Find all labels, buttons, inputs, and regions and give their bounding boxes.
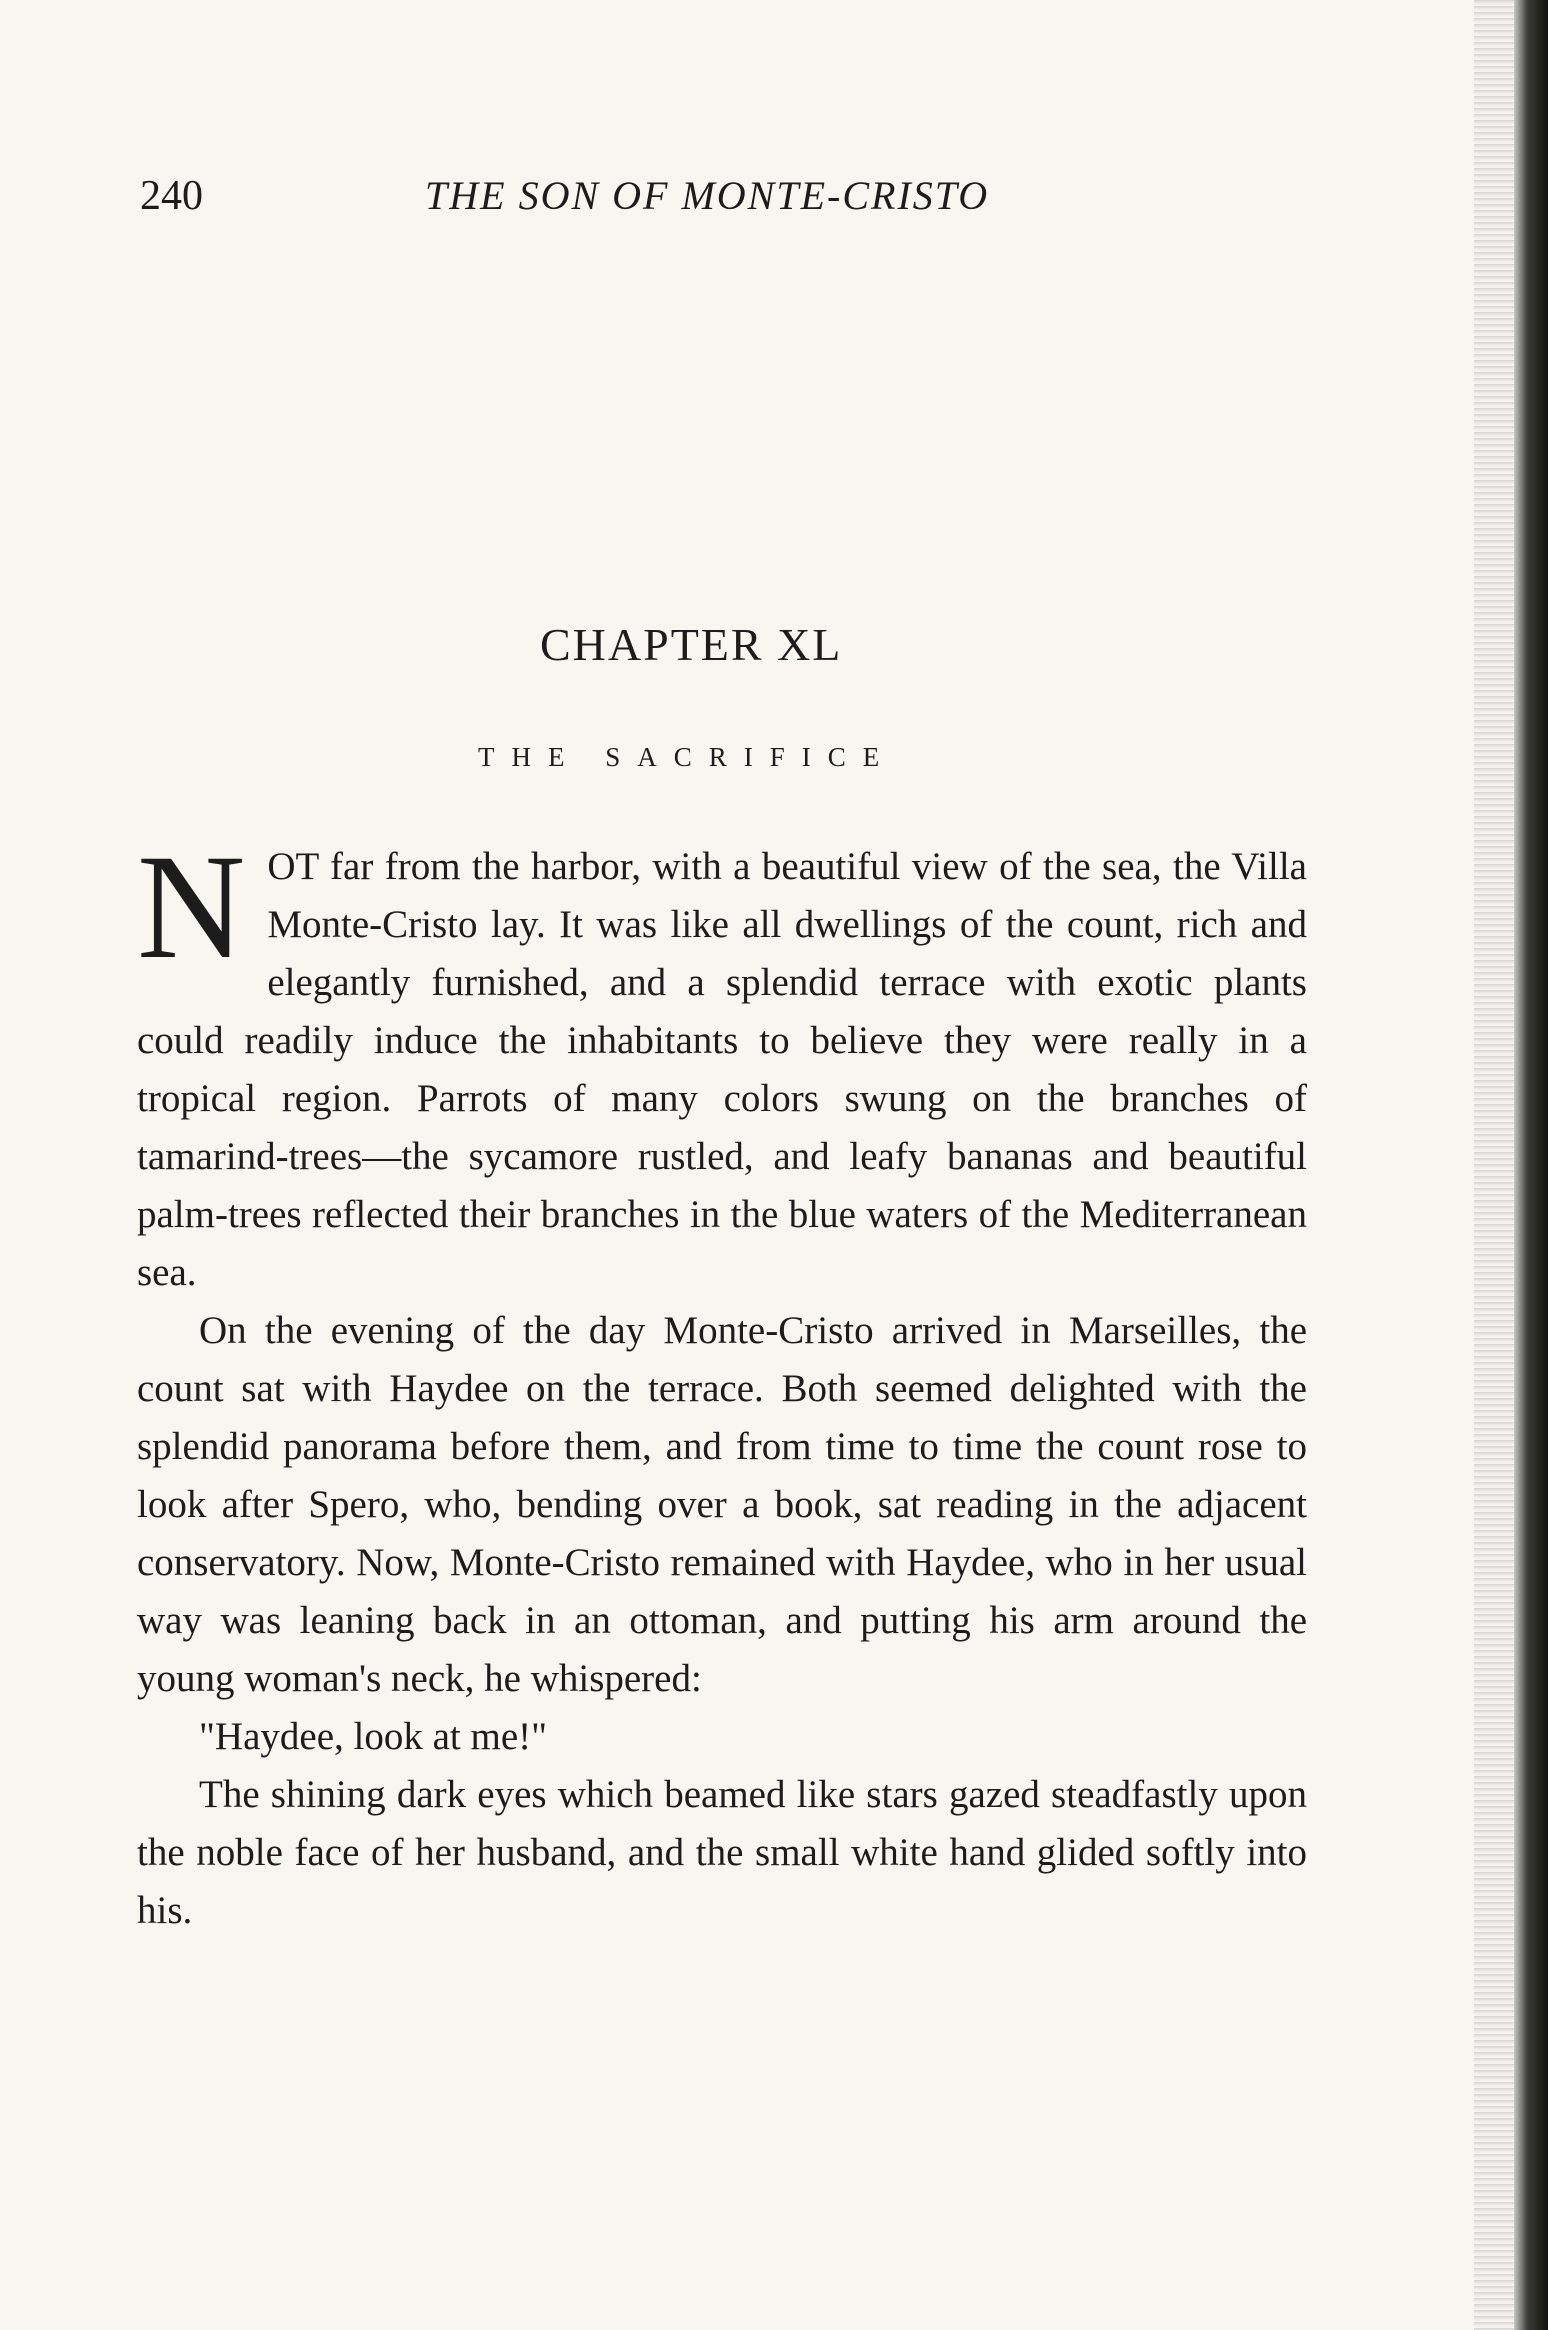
page-number: 240 [140,173,203,219]
paragraph-1 [137,824,1307,1302]
paragraph-2: On the evening of the day Monte-Cristo arrived in Marseilles, the count sat with Haydee on the terrace. Both seemed delighted with the splendid panorama before them, and from time to time the count rose to look after Spero, who, bending over a book, sat reading in the adjacent conservatory. Now, Monte-Cristo remained with Haydee, who in her usual way was leaning back in an ottoman, and putting his arm around the young woman's neck, he whispered: [137,1309,1307,1700]
running-head [0,172,1548,232]
page-edge [1514,0,1548,2330]
running-title: THE SON OF MONTE-CRISTO [425,173,990,218]
paragraph-3: "Haydee, look at me!" [199,1715,548,1758]
drop-cap: N [137,824,246,990]
page-edge-shadow [1474,0,1514,2330]
chapter-subtitle: THE SACRIFICE [478,742,897,772]
chapter-heading: CHAPTER XL [540,619,843,670]
paragraph-1-text: OT far from the harbor, with a beautiful view of the sea, the Villa Monte-Cristo lay. It was like all dwellings of the count, rich and elegantly furnished, and a splendid terrace with exotic plants could readily induce the inhabitants to believe they were really in a tropical region. Parrots of many colors swung on the branches of tamarind-trees—the sycamore rustled, and leafy bananas and beautiful palm-trees reflected their branches in the blue waters of the Mediterranean sea. [137,845,1307,1294]
paragraph-4: The shining dark eyes which beamed like stars gazed steadfastly upon the noble face of her husband, and the small white hand glided softly into his. [137,1773,1307,1932]
body-text [137,824,1307,1940]
